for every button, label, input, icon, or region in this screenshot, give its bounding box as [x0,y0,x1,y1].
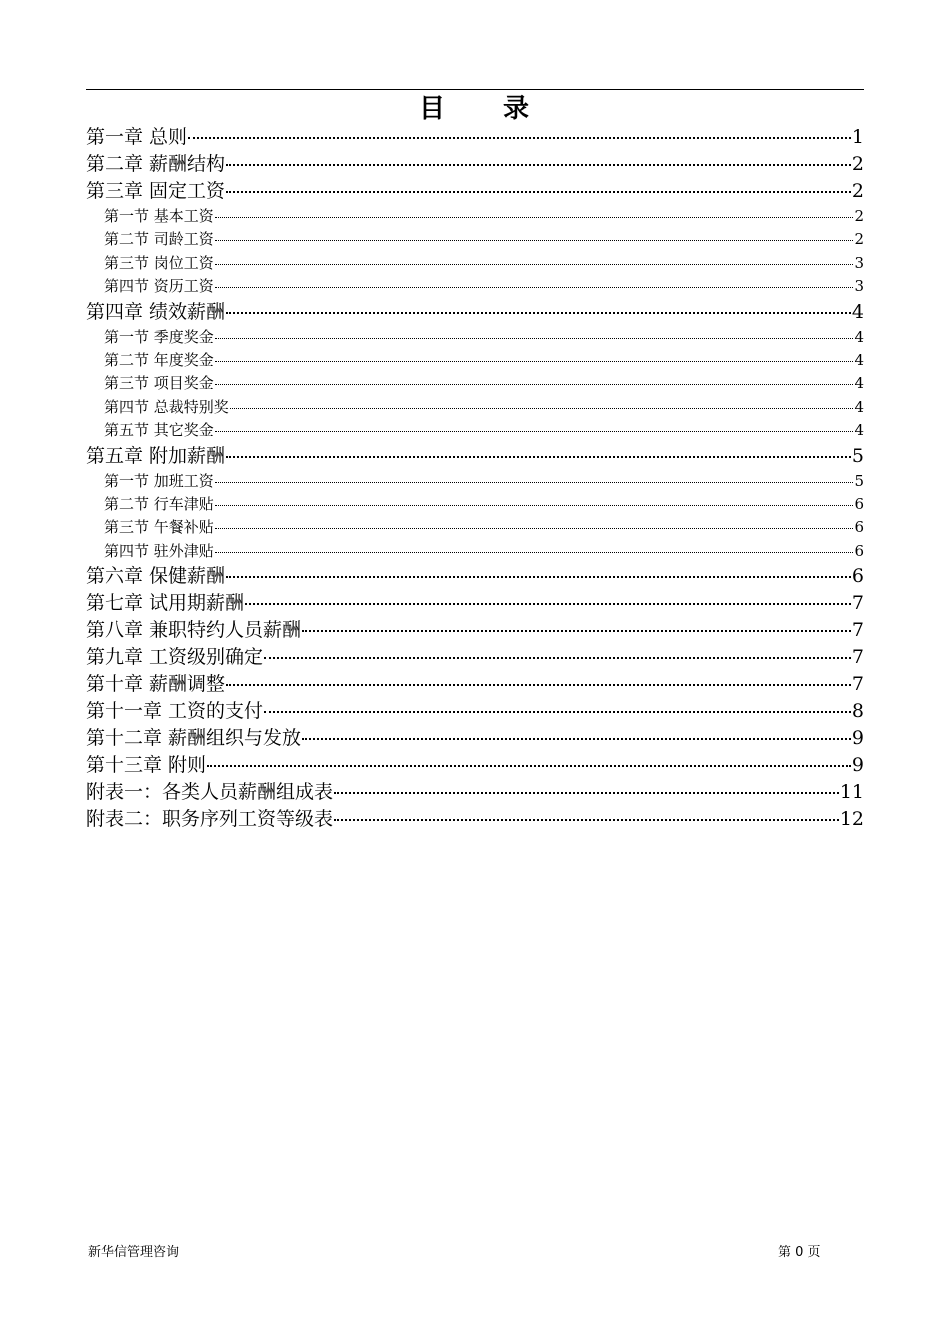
toc-section-entry[interactable] [86,540,864,563]
toc-entry-page: 7 [851,673,864,696]
toc-entry-page: 4 [851,300,864,323]
toc-entry-page: 3 [854,277,864,296]
toc-chapter-entry[interactable] [86,698,864,725]
toc-entry-label: 第二章 薪酬结构 [86,153,226,175]
toc-section-entry[interactable] [86,349,864,372]
toc-entry-label: 第二节 司龄工资 [104,230,214,249]
toc-section-entry[interactable] [86,396,864,419]
toc-section-entry[interactable] [86,252,864,275]
table-of-contents [86,124,864,833]
dot-leader [215,240,854,241]
dot-leader [215,552,854,553]
toc-entry-label: 第八章 兼职特约人员薪酬 [86,619,302,642]
toc-entry-label: 第五节 其它奖金 [104,421,214,440]
toc-chapter-entry[interactable] [86,590,864,617]
toc-section-entry[interactable] [86,275,864,298]
toc-chapter-entry[interactable] [86,617,864,644]
toc-entry-label: 第二节 年度奖金 [104,350,214,369]
toc-section-entry[interactable] [86,228,864,251]
toc-chapter-entry[interactable] [86,671,864,698]
dot-leader [215,384,854,385]
toc-entry-label: 第六章 保健薪酬 [86,565,226,588]
dot-leader [215,361,854,362]
toc-entry-page: 9 [851,727,864,750]
dot-leader [215,482,854,483]
toc-entry-label: 第四节 总裁特别奖 [104,397,229,416]
toc-entry-page: 9 [851,754,864,777]
dot-leader [226,164,851,166]
toc-entry-label: 第五章 附加薪酬 [86,444,226,467]
toc-entry-page: 7 [851,646,864,669]
toc-entry-page: 2 [851,153,864,175]
dot-leader [226,456,851,458]
toc-entry-label: 第三节 午餐补贴 [104,518,214,537]
toc-entry-label: 附表二：职务序列工资等级表 [86,808,334,831]
toc-entry-page: 2 [854,207,864,225]
toc-entry-page: 7 [851,619,864,642]
toc-entry-page: 11 [839,781,864,804]
toc-chapter-entry[interactable] [86,443,864,470]
toc-chapter-entry[interactable] [86,779,864,806]
toc-entry-label: 第九章 工资级别确定 [86,646,264,669]
footer-company: 新华信管理咨询 [88,1245,180,1260]
toc-entry-label: 第十二章 薪酬组织与发放 [86,727,302,750]
toc-entry-label: 第三节 项目奖金 [104,374,214,393]
dot-leader [215,505,854,506]
toc-entry-page: 5 [854,471,864,490]
toc-entry-page: 12 [839,808,864,831]
toc-entry-page: 1 [851,126,864,148]
toc-entry-label: 第三章 固定工资 [86,180,226,202]
header-rule [86,89,864,90]
toc-section-entry[interactable] [86,205,864,228]
dot-leader [334,792,839,794]
toc-chapter-entry[interactable] [86,124,864,151]
toc-entry-label: 第二节 行车津贴 [104,494,214,513]
toc-chapter-entry[interactable] [86,563,864,590]
toc-entry-page: 2 [854,230,864,249]
toc-entry-label: 附表一：各类人员薪酬组成表 [86,781,334,804]
toc-entry-label: 第十三章 附则 [86,754,207,777]
dot-leader [226,312,851,314]
dot-leader [207,765,851,767]
toc-chapter-entry[interactable] [86,644,864,671]
toc-entry-label: 第一节 加班工资 [104,471,214,490]
dot-leader [215,264,854,265]
dot-leader [302,630,851,632]
dot-leader [334,819,839,821]
dot-leader [215,528,854,529]
toc-section-entry[interactable] [86,419,864,442]
toc-entry-page: 4 [854,421,864,440]
toc-entry-label: 第四节 驻外津贴 [104,541,214,560]
toc-entry-page: 6 [854,518,864,537]
toc-entry-page: 7 [851,592,864,615]
toc-section-entry[interactable] [86,470,864,493]
toc-entry-label: 第三节 岗位工资 [104,253,214,272]
toc-section-entry[interactable] [86,326,864,349]
toc-chapter-entry[interactable] [86,299,864,326]
dot-leader [215,287,854,288]
toc-entry-page: 4 [854,397,864,416]
toc-entry-page: 6 [854,494,864,513]
dot-leader [226,684,851,686]
toc-chapter-entry[interactable] [86,151,864,178]
dot-leader [264,657,851,659]
toc-entry-label: 第一章 总则 [86,126,188,148]
toc-entry-page: 3 [854,253,864,272]
toc-entry-label: 第一节 基本工资 [104,207,214,225]
toc-entry-label: 第七章 试用期薪酬 [86,592,245,615]
toc-chapter-entry[interactable] [86,725,864,752]
dot-leader [226,576,851,578]
toc-section-entry[interactable] [86,493,864,516]
dot-leader [215,217,854,218]
toc-entry-page: 6 [854,541,864,560]
dot-leader [230,408,854,409]
toc-entry-label: 第十一章 工资的支付 [86,700,264,723]
toc-chapter-entry[interactable] [86,752,864,779]
toc-entry-label: 第四章 绩效薪酬 [86,300,226,323]
footer-page-number: 第 0 页 [778,1245,821,1260]
dot-leader [215,338,854,339]
toc-entry-label: 第一节 季度奖金 [104,327,214,346]
dot-leader [245,603,851,605]
toc-section-entry[interactable] [86,516,864,539]
toc-entry-page: 8 [851,700,864,723]
dot-leader [215,431,854,432]
dot-leader [188,137,851,139]
toc-section-entry[interactable] [86,372,864,395]
toc-entry-label: 第十章 薪酬调整 [86,673,226,696]
toc-entry-page: 4 [854,350,864,369]
toc-entry-page: 5 [851,444,864,467]
dot-leader [302,738,851,740]
toc-chapter-entry[interactable] [86,806,864,833]
toc-title: 目 录 [418,94,531,124]
toc-chapter-entry[interactable] [86,178,864,205]
toc-entry-page: 6 [851,565,864,588]
toc-entry-page: 2 [851,180,864,202]
toc-entry-page: 4 [854,327,864,346]
toc-entry-label: 第四节 资历工资 [104,277,214,296]
toc-entry-page: 4 [854,374,864,393]
dot-leader [226,191,851,193]
dot-leader [264,711,851,713]
